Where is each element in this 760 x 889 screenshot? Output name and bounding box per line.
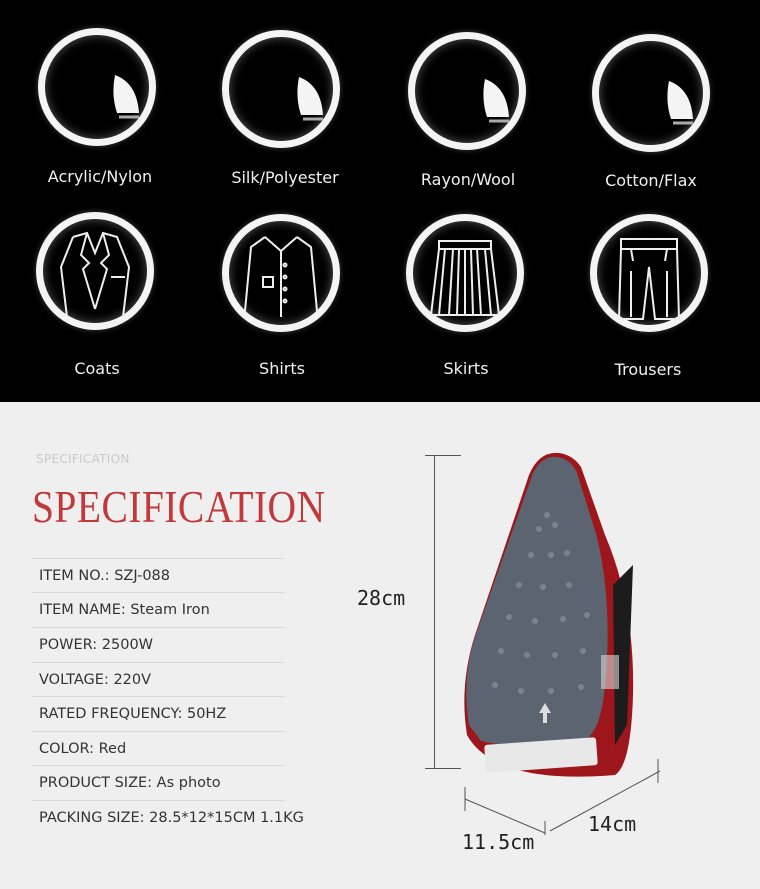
iron-icon: [38, 28, 156, 146]
spec-text: PRODUCT SIZE: As photo: [39, 775, 221, 791]
spec-row-product-size: [32, 765, 284, 800]
spec-row-packing-size: [32, 800, 304, 835]
garment-label: Trousers: [614, 360, 682, 379]
spec-row-voltage: [32, 662, 284, 697]
iron-icon: [408, 32, 526, 150]
spec-text: ITEM NO.: SZJ-088: [39, 568, 170, 584]
height-dimension-label: 28cm: [357, 586, 406, 610]
trousers-icon: [590, 214, 708, 332]
spec-text: ITEM NAME: Steam Iron: [39, 602, 210, 618]
fabric-label: Silk/Polyester: [231, 168, 339, 187]
coat-icon: [36, 212, 154, 330]
care-panel: [0, 0, 760, 402]
depth-dimension-label: 14cm: [588, 812, 637, 836]
fabric-label: Cotton/Flax: [605, 171, 697, 190]
spec-row-item-name: [32, 592, 284, 627]
spec-text: PACKING SIZE: 28.5*12*15CM 1.1KG: [39, 810, 304, 826]
shirt-icon: [222, 214, 340, 332]
spec-row-power: [32, 627, 284, 662]
garment-label: Coats: [74, 359, 120, 378]
iron-icon: [222, 30, 340, 148]
spec-text: VOLTAGE: 220V: [39, 672, 152, 688]
spec-text: COLOR: Red: [39, 741, 127, 757]
section-title: SPECIFICATION: [32, 481, 326, 532]
spec-text: POWER: 2500W: [39, 637, 154, 653]
garment-label: Shirts: [259, 359, 305, 378]
spec-row-item-no: [32, 558, 284, 593]
width-dimension-label: 11.5cm: [462, 830, 535, 854]
section-subtitle: SPECIFICATION: [36, 452, 130, 466]
garment-label: Skirts: [443, 359, 489, 378]
spec-row-color: [32, 731, 284, 766]
steam-iron-image: [455, 445, 655, 790]
iron-icon: [592, 34, 710, 152]
height-dimension-line: [434, 455, 435, 769]
spec-row-frequency: [32, 696, 284, 731]
spec-text: RATED FREQUENCY: 50HZ: [39, 706, 227, 722]
control-panel: [601, 655, 619, 689]
fabric-label: Acrylic/Nylon: [47, 167, 153, 186]
skirt-icon: [406, 214, 524, 332]
fabric-label: Rayon/Wool: [420, 170, 516, 189]
